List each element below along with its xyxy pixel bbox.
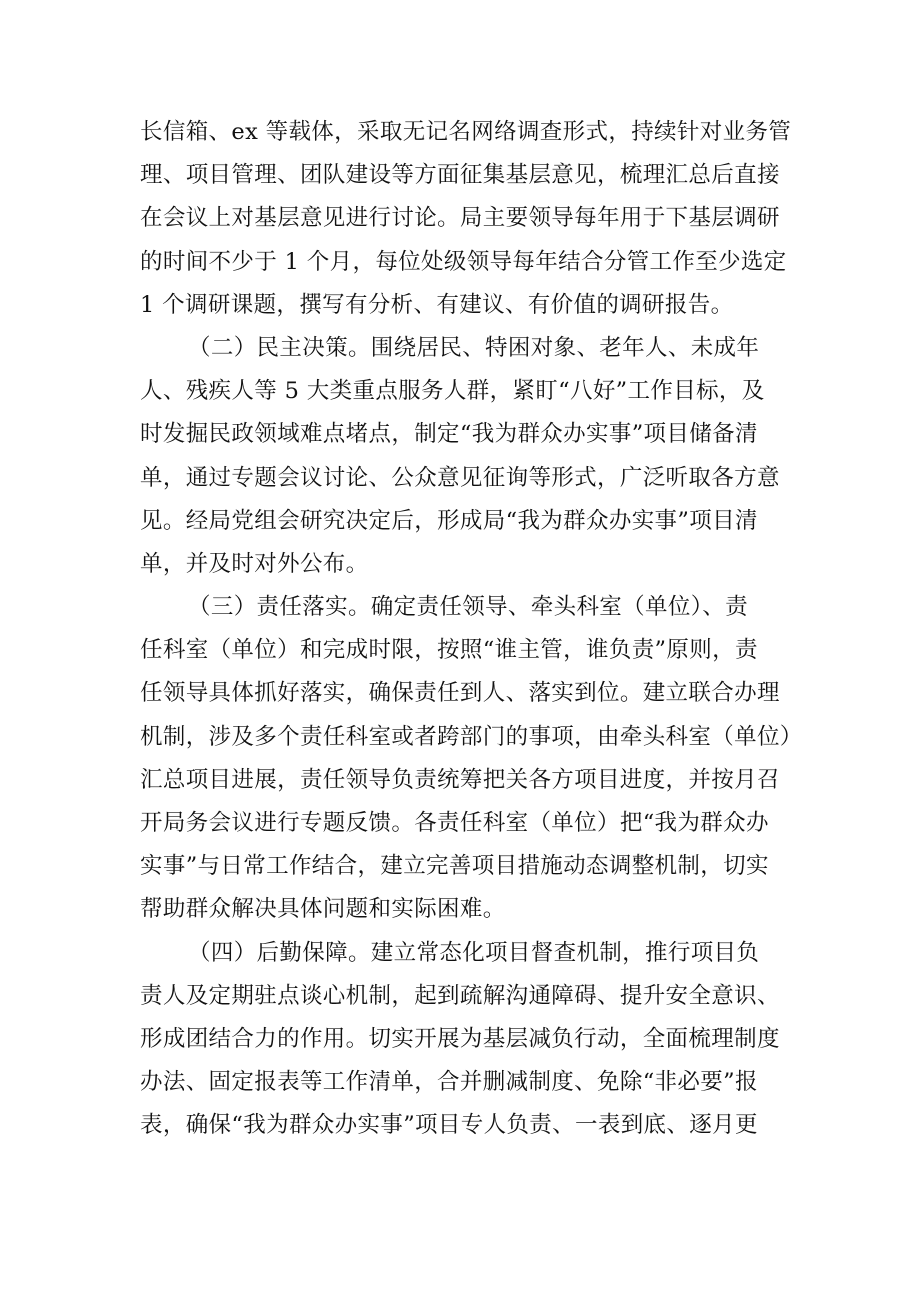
text-line: 任科室（单位）和完成时限，按照“谁主管，谁负责”原则，责: [140, 637, 758, 664]
section-heading-line: （三）责任落实。确定责任领导、牵头科室（单位）、责: [188, 594, 749, 621]
text-line: 帮助群众解决具体问题和实际困难。: [140, 896, 506, 923]
text-line: 长信箱、ex 等载体，采取无记名网络调查形式，持续针对业务管: [140, 119, 792, 145]
text-line: 人、残疾人等 5 大类重点服务人群，紧盯“八好”工作目标，及: [140, 378, 765, 405]
text-line: 时发掘民政领域难点堵点，制定“我为群众办实事”项目储备清: [140, 421, 758, 448]
text-line: 理、项目管理、团队建设等方面征集基层意见，梳理汇总后直接: [140, 162, 780, 189]
section-heading-line: （四）后勤保障。建立常态化项目督查机制，推行项目负: [188, 939, 760, 966]
text-line: 的时间不少于 1 个月，每位处级领导每年结合分管工作至少选定: [140, 248, 787, 275]
section-heading-line: （二）民主决策。围绕居民、特困对象、老年人、未成年: [188, 334, 760, 361]
text-line: 1 个调研课题，撰写有分析、有建议、有价值的调研报告。: [140, 291, 734, 318]
text-line: 责人及定期驻点谈心机制，起到疏解沟通障碍、提升安全意识、: [140, 982, 780, 1009]
text-line: 单，并及时对外公布。: [140, 550, 369, 577]
text-line: 实事”与日常工作结合，建立完善项目措施动态调整机制，切实: [140, 853, 769, 880]
text-line: 任领导具体抓好落实，确保责任到人、落实到位。建立联合办理: [140, 680, 780, 707]
text-line: 见。经局党组会研究决定后，形成局“我为群众办实事”项目清: [140, 507, 758, 534]
text-line: 办法、固定报表等工作清单，合并删减制度、免除“非必要”报: [140, 1069, 758, 1096]
text-line: 汇总项目进展，责任领导负责统筹把关各方项目进度，并按月召: [140, 766, 780, 793]
text-line: 机制，涉及多个责任科室或者跨部门的事项，由牵头科室（单位）: [140, 723, 803, 750]
text-line: 表，确保“我为群众办实事”项目专人负责、一表到底、逐月更: [140, 1112, 758, 1139]
text-line: 单，通过专题会议讨论、公众意见征询等形式，广泛听取各方意: [140, 464, 780, 491]
text-line: 形成团结合力的作用。切实开展为基层减负行动，全面梳理制度: [140, 1025, 780, 1052]
text-line: 在会议上对基层意见进行讨论。局主要领导每年用于下基层调研: [140, 205, 780, 232]
document-body: [140, 111, 803, 1148]
text-line: 开局务会议进行专题反馈。各责任科室（单位）把“我为群众办: [140, 810, 769, 836]
